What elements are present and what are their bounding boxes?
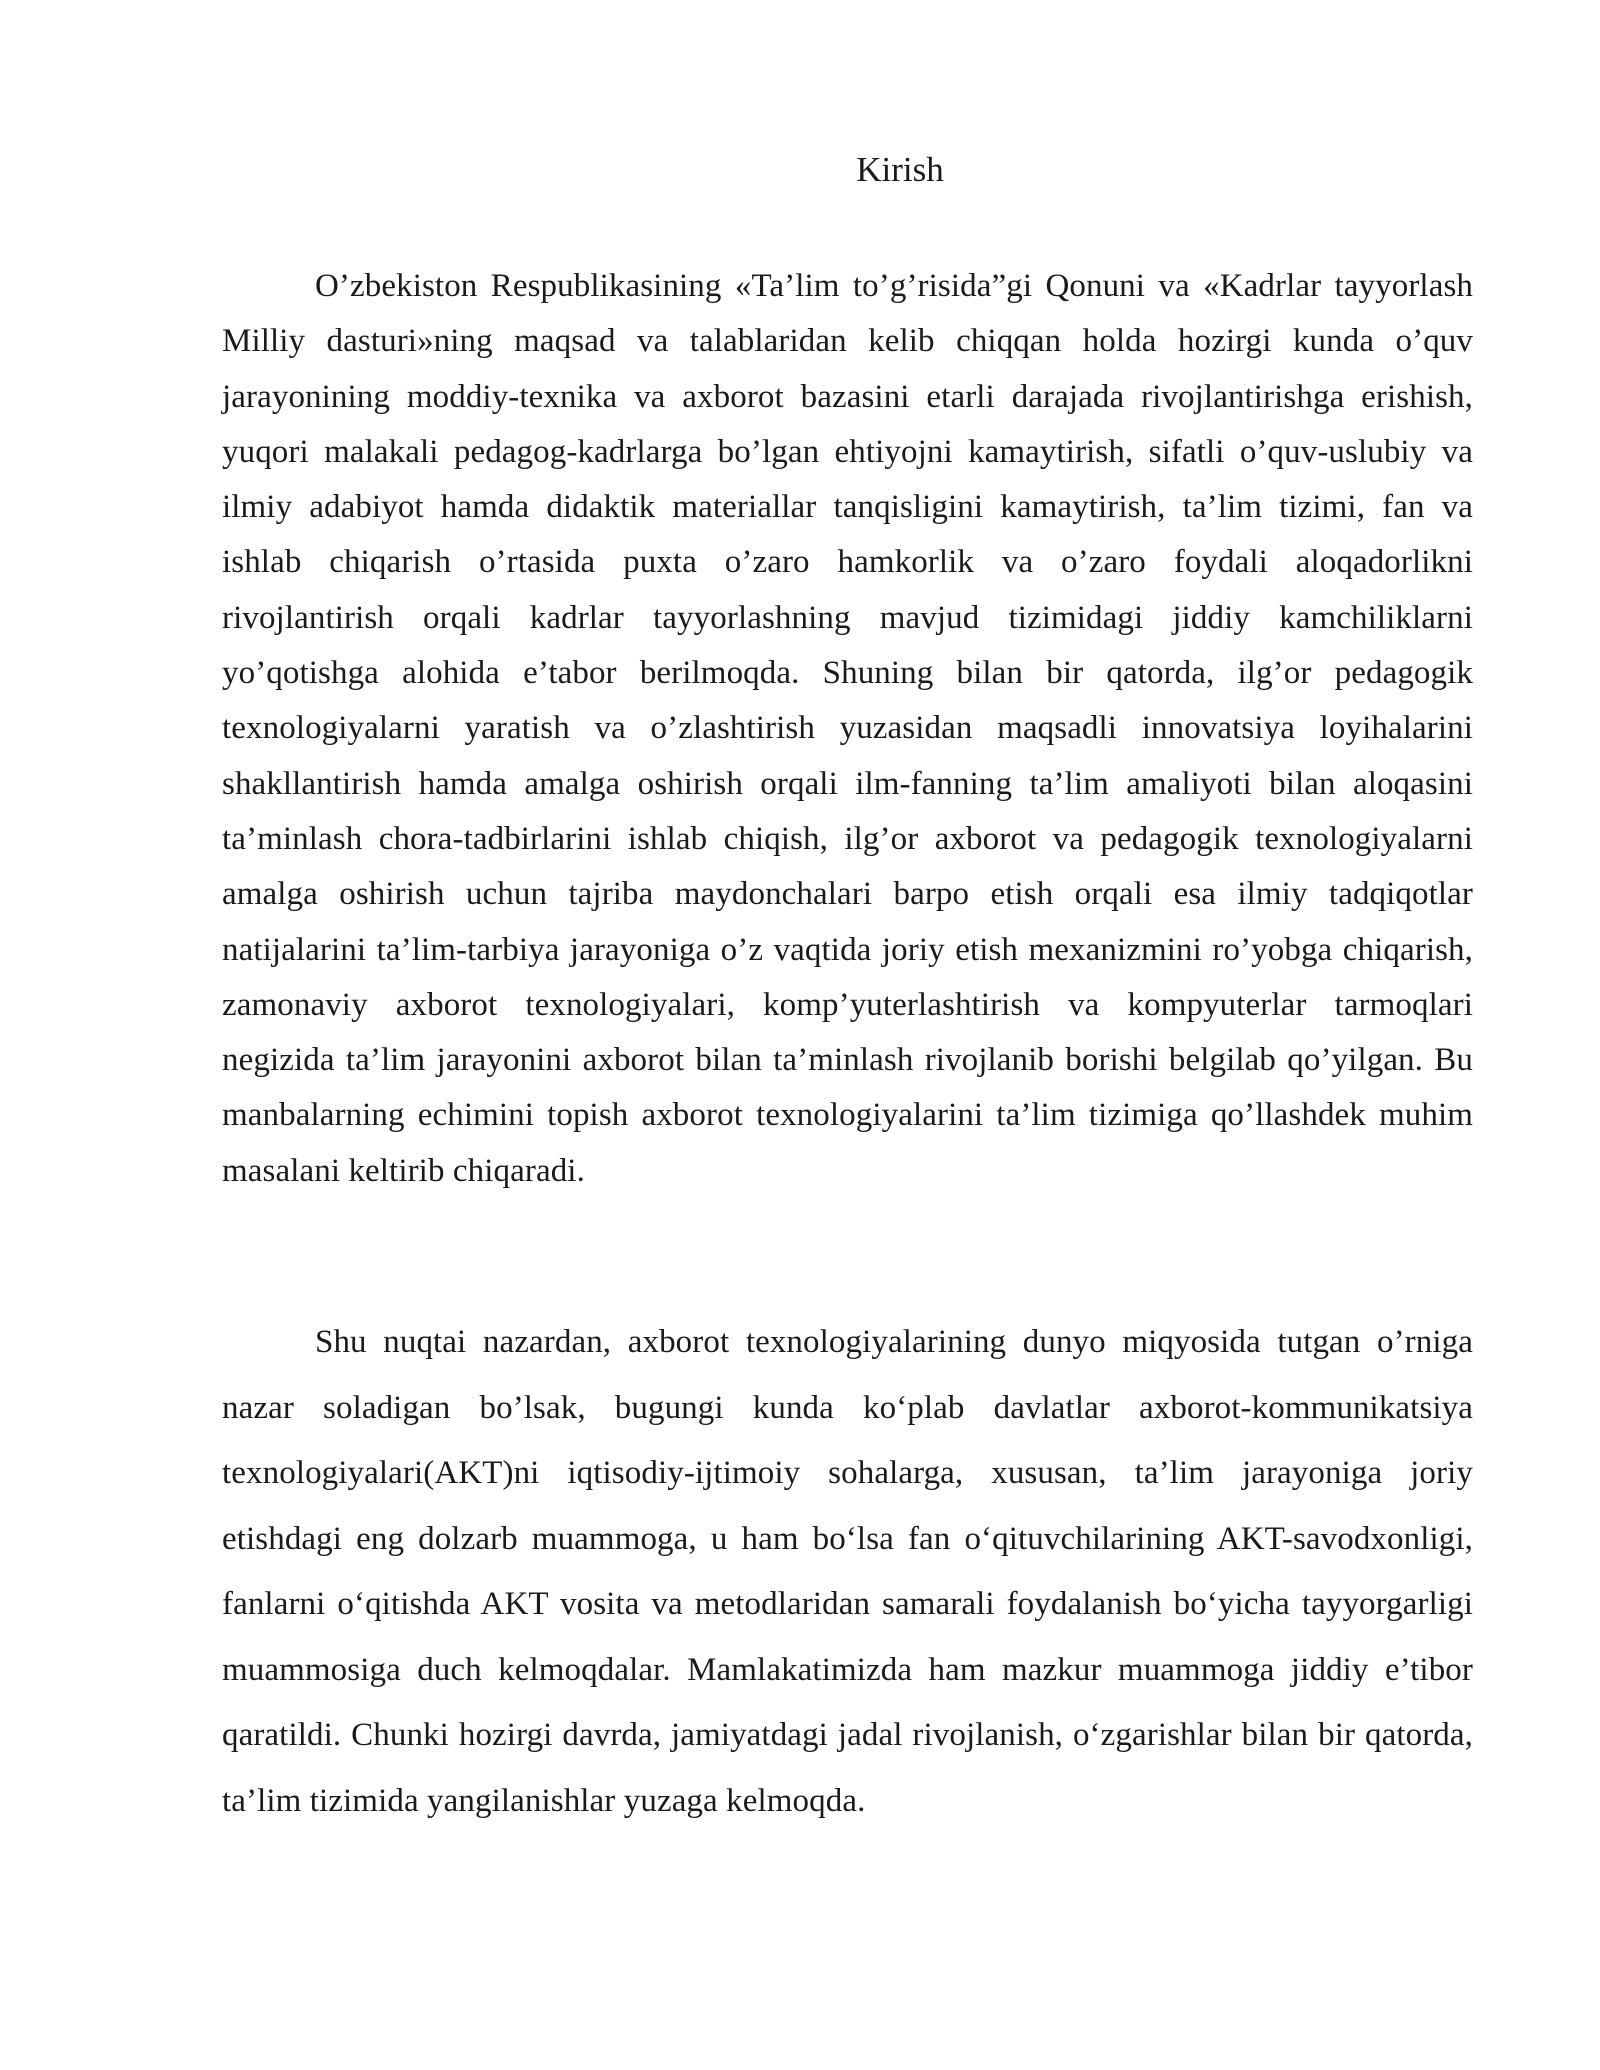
paragraph-ict: Shu nuqtai nazardan, axborot texnologiyalarining dunyo miqyosida tutgan o’rniga nazar soladigan bo’lsak, bugungi kunda ko‘plab davlatlar axborot-kommunikatsiya texnologiyalari(AKT)ni iqtisodiy-ijtimoiy sohalarga, xususan, ta’lim jarayoniga joriy etishdagi eng dolzarb muammoga, u ham bo‘lsa fan o‘qituvchilarining AKT-savodxonligi, fanlarni o‘qitishda AKT vosita va metodlaridan samarali foydalanish bo‘yicha tayyorgarligi muammosiga duch kelmoqdalar. Mamlakatimizda ham mazkur muammoga jiddiy e’tibor qaratildi. Chunki hozirgi davrda, jamiyatdagi jadal rivojlanish, o‘zgarishlar bilan bir qatorda, ta’lim tizimida yangilanishlar yuzaga kelmoqda. bbox=[222, 1324, 1473, 1819]
page-title: Kirish bbox=[856, 150, 944, 189]
paragraph-intro: O’zbekiston Respublikasining «Ta’lim to’g’risida”gi Qonuni va «Kadrlar tayyorlash Milliy dasturi»ning maqsad va talablaridan kelib chiqqan holda hozirgi kunda o’quv jarayonining moddiy-texnika va axborot bazasini etarli darajada rivojlantirishga erishish, yuqori malakali pedagog-kadrlarga bo’lgan ehtiyojni kamaytirish, sifatli o’quv-uslubiy va ilmiy adabiyot hamda didaktik materiallar tanqisligini kamaytirish, ta’lim tizimi, fan va ishlab chiqarish o’rtasida puxta o’zaro hamkorlik va o’zaro foydali aloqadorlikni rivojlantirish orqali kadrlar tayyorlashning mavjud tizimidagi jiddiy kamchiliklarni yo’qotishga alohida e’tabor berilmoqda. Shuning bilan bir qatorda, ilg’or pedagogik texnologiyalarni yaratish va o’zlashtirish yuzasidan maqsadli innovatsiya loyihalarini shakllantirish hamda amalga oshirish orqali ilm-fanning ta’lim amaliyoti bilan aloqasini ta’minlash chora-tadbirlarini ishlab chiqish, ilg’or axborot va pedagogik texnologiyalarni amalga oshirish uchun tajriba maydonchalari barpo etish orqali esa ilmiy tadqiqotlar natijalarini ta’lim-tarbiya jarayoniga o’z vaqtida joriy etish mexanizmini ro’yobga chiqarish, zamonaviy axborot texnologiyalari, komp’yuterlashtirish va kompyuterlar tarmoqlari negizida ta’lim jarayonini axborot bilan ta’minlash rivojlanib borishi belgilab qo’yilgan. Bu manbalarning echimini topish axborot texnologiyalarini ta’lim tizimiga qo’llashdek muhim masalani keltirib chiqaradi. bbox=[222, 268, 1473, 1189]
